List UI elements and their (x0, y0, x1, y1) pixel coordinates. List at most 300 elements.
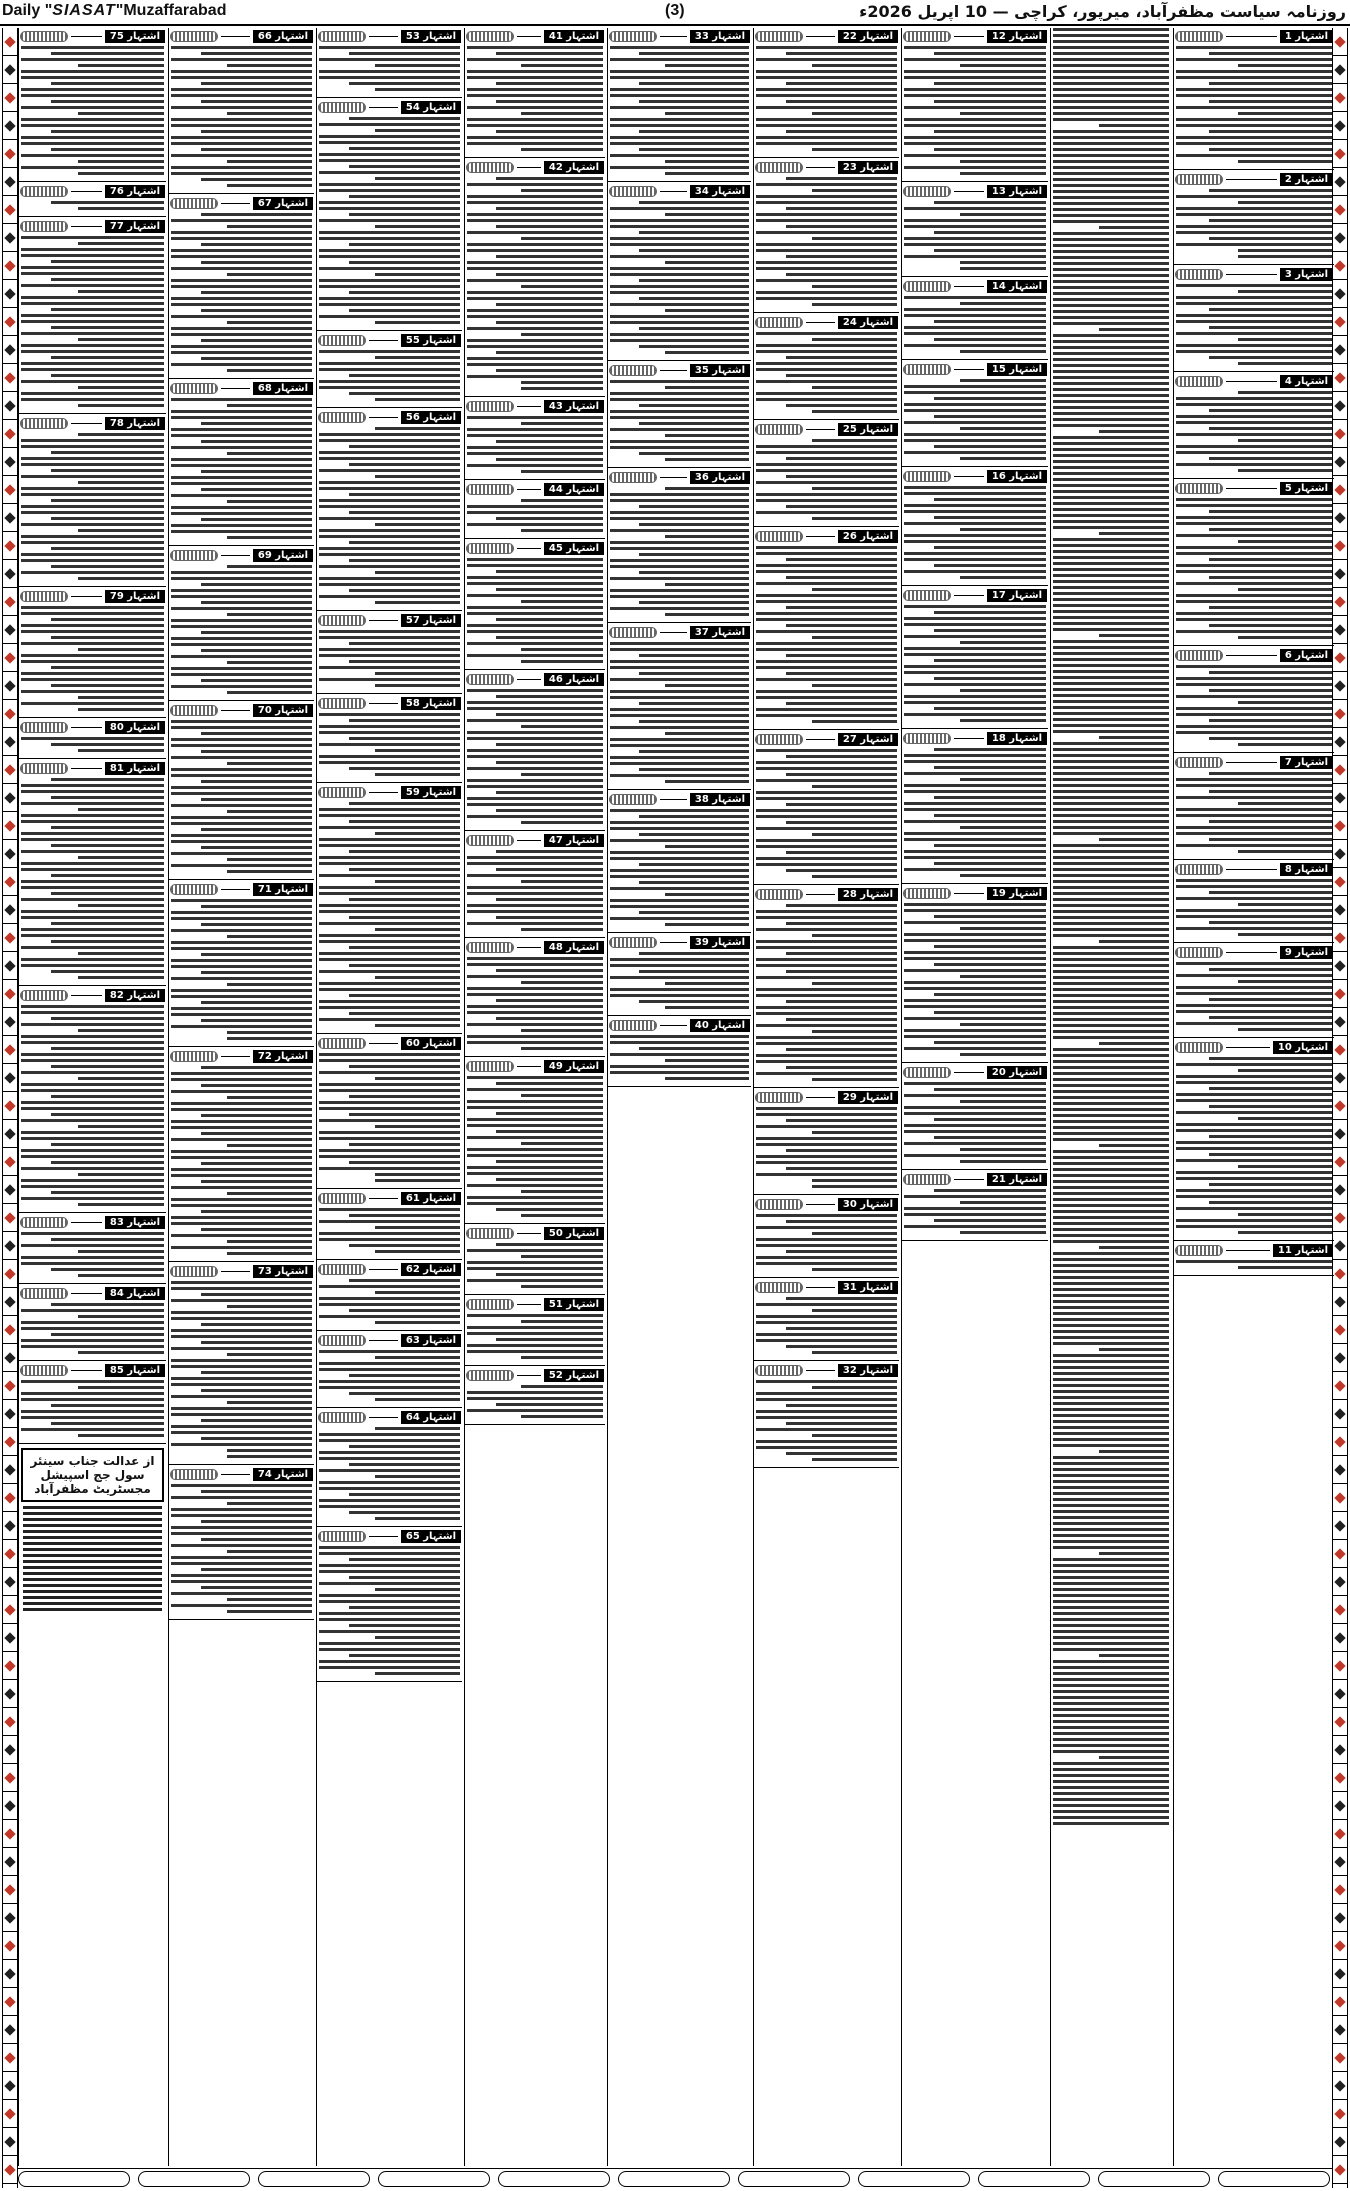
notice-rule (806, 167, 835, 168)
border-ornament (1333, 2072, 1347, 2100)
notice-column (18, 28, 166, 2166)
notice-body-text (608, 201, 751, 354)
notice-header (1175, 375, 1333, 388)
border-ornament (3, 644, 17, 672)
border-ornament (1333, 1372, 1347, 1400)
notice-body-text (754, 1107, 899, 1188)
notice-body-text (902, 46, 1048, 175)
notice-body-text (608, 380, 751, 461)
notice-rule (806, 1370, 835, 1371)
border-ornament (1333, 532, 1347, 560)
classified-notice (317, 1263, 462, 1331)
notice-number: اشتہار 60 (401, 1037, 461, 1050)
notice-number: اشتہار 2 (1280, 173, 1333, 186)
border-ornament (3, 952, 17, 980)
border-ornament (3, 392, 17, 420)
masthead-prefix: Daily " (2, 2, 53, 19)
notice-number: اشتہار 82 (105, 989, 165, 1002)
notice-rule (660, 370, 687, 371)
notice-header (318, 1334, 461, 1347)
classified-notice (169, 197, 314, 379)
border-ornament (1333, 448, 1347, 476)
border-ornament (3, 1764, 17, 1792)
notice-rule (806, 1097, 835, 1098)
notice-rule (954, 36, 984, 37)
classified-notice (902, 887, 1048, 1063)
notice-rule (517, 947, 541, 948)
notice-number: اشتہار 62 (401, 1263, 461, 1276)
notice-header (1175, 482, 1333, 495)
border-ornament (3, 364, 17, 392)
notice-rule (221, 889, 250, 890)
notice-number: اشتہار 55 (401, 334, 461, 347)
classified-notice (317, 1037, 462, 1189)
border-ornament (1333, 1652, 1347, 1680)
notice-body-text (169, 720, 314, 873)
notice-number: اشتہار 70 (253, 704, 313, 717)
notice-column (168, 28, 314, 2166)
classified-notice (465, 941, 605, 1057)
border-ornament (1333, 140, 1347, 168)
notice-header (1175, 756, 1333, 769)
notice-header (170, 197, 313, 210)
notice-number: اشتہار 56 (401, 411, 461, 424)
notice-rule (221, 1271, 250, 1272)
border-ornament (1333, 2016, 1347, 2044)
notice-number: اشتہار 15 (987, 363, 1047, 376)
border-ornament (1333, 168, 1347, 196)
border-ornament (1333, 1148, 1347, 1176)
classified-notice (1174, 946, 1334, 1038)
classified-notice (608, 185, 751, 361)
notice-header (318, 786, 461, 799)
notice-body-text (19, 1303, 166, 1354)
notice-header (903, 732, 1047, 745)
notice-header (609, 793, 750, 806)
notice-stamp-icon (1175, 757, 1223, 768)
notice-header (903, 1066, 1047, 1079)
notice-column (1173, 28, 1334, 2166)
notice-stamp-icon (318, 615, 366, 626)
notice-rule (954, 191, 984, 192)
notice-rule (806, 322, 835, 323)
notice-rule (1226, 1047, 1270, 1048)
notice-rule (660, 1025, 687, 1026)
notice-number: اشتہار 14 (987, 280, 1047, 293)
notice-body-text (902, 605, 1048, 722)
notice-body-text (317, 1546, 462, 1675)
notice-body-text (169, 1484, 314, 1613)
notice-stamp-icon (1175, 483, 1223, 494)
notice-body-text (465, 1243, 605, 1288)
notice-stamp-icon (20, 722, 68, 733)
border-ornament (3, 1204, 17, 1232)
border-ornament (3, 1484, 17, 1512)
notice-header (170, 1265, 313, 1278)
notice-rule (806, 1204, 835, 1205)
classified-notice (317, 697, 462, 783)
notice-rule (1226, 869, 1277, 870)
notice-rule (71, 596, 102, 597)
notice-header (318, 1263, 461, 1276)
notice-rule (221, 388, 250, 389)
notice-rule (660, 799, 687, 800)
notice-body-text (754, 332, 899, 413)
notice-stamp-icon (466, 401, 514, 412)
border-ornament (3, 1288, 17, 1316)
notice-stamp-icon (903, 364, 951, 375)
notice-body-text (902, 1189, 1048, 1234)
notice-body-text (902, 903, 1048, 1056)
border-ornament (1333, 1092, 1347, 1120)
notice-stamp-icon (318, 1264, 366, 1275)
border-ornament (1333, 1988, 1347, 2016)
notice-number: اشتہار 17 (987, 589, 1047, 602)
notice-header (318, 334, 461, 347)
border-ornament (1333, 980, 1347, 1008)
notice-number: اشتہار 52 (544, 1369, 604, 1382)
notice-stamp-icon (755, 317, 803, 328)
classified-notice (317, 786, 462, 1034)
classified-notice (465, 30, 605, 158)
border-ornament (3, 588, 17, 616)
notice-header (609, 471, 750, 484)
border-ornament (3, 1176, 17, 1204)
border-ornament (3, 756, 17, 784)
border-ornament (1333, 1120, 1347, 1148)
notice-body-text (902, 486, 1048, 579)
notice-number: اشتہار 28 (838, 888, 898, 901)
notice-number: اشتہار 47 (544, 834, 604, 847)
notice-rule (71, 768, 102, 769)
notice-header (170, 549, 313, 562)
notice-stamp-icon (318, 335, 366, 346)
notice-stamp-icon (170, 550, 218, 561)
notice-number: اشتہار 27 (838, 733, 898, 746)
classified-notice (1174, 863, 1334, 943)
notice-rule (806, 536, 835, 537)
notice-number: اشتہار 39 (690, 936, 750, 949)
notice-number: اشتہار 78 (105, 417, 165, 430)
notice-rule (806, 1287, 835, 1288)
classified-notice (465, 1369, 605, 1425)
notice-number: اشتہار 59 (401, 786, 461, 799)
classified-notice (608, 793, 751, 933)
notice-rule (221, 1474, 250, 1475)
border-ornament (1333, 2100, 1347, 2128)
notice-stamp-icon (1175, 174, 1223, 185)
notice-body-text (902, 1082, 1048, 1163)
classified-notice (465, 1298, 605, 1366)
notice-rule (221, 203, 250, 204)
notice-stamp-icon (20, 418, 68, 429)
notice-body-text (19, 433, 166, 580)
classified-notice (19, 30, 166, 182)
notice-body-text (465, 416, 605, 473)
border-ornament (1333, 1036, 1347, 1064)
notice-number: اشتہار 85 (105, 1364, 165, 1377)
classified-notice (169, 1050, 314, 1262)
border-ornament (3, 196, 17, 224)
notice-stamp-icon (466, 1061, 514, 1072)
notice-number: اشتہار 45 (544, 542, 604, 555)
border-ornament (3, 224, 17, 252)
border-ornament (1333, 56, 1347, 84)
notice-stamp-icon (755, 531, 803, 542)
notice-number: اشتہار 57 (401, 614, 461, 627)
notice-number: اشتہار 6 (1280, 649, 1333, 662)
classified-notice (608, 1019, 751, 1087)
masthead-urdu-title: روزنامہ سیاست مظفرآباد، میرپور، کراچی — 10 اپریل 2026ء (859, 2, 1346, 21)
border-ornament (3, 504, 17, 532)
notice-body-text (1174, 665, 1334, 746)
border-ornament (1333, 84, 1347, 112)
notice-rule (954, 595, 984, 596)
border-ornament (1333, 1316, 1347, 1344)
notice-header (609, 936, 750, 949)
border-ornament (1333, 1512, 1347, 1540)
notice-rule (71, 191, 102, 192)
notice-rule (369, 417, 398, 418)
notice-header (20, 590, 165, 603)
border-ornament (1333, 1624, 1347, 1652)
court-notice-body (19, 1506, 166, 1611)
notice-body-text (1174, 772, 1334, 853)
classified-notice (754, 1091, 899, 1195)
notice-number: اشتہار 31 (838, 1281, 898, 1294)
notice-body-text (754, 1297, 899, 1354)
notice-stamp-icon (755, 1092, 803, 1103)
notice-header (755, 1198, 898, 1211)
classified-notice (902, 1173, 1048, 1241)
notice-header (903, 589, 1047, 602)
notice-number: اشتہار 67 (253, 197, 313, 210)
notice-header (609, 185, 750, 198)
notice-rule (954, 286, 984, 287)
border-ornament (1333, 560, 1347, 588)
classified-notice (608, 30, 751, 182)
notice-body-text (465, 957, 605, 1050)
notice-rule (1226, 381, 1277, 382)
notice-number: اشتہار 21 (987, 1173, 1047, 1186)
border-ornament (1333, 224, 1347, 252)
classified-notice (19, 590, 166, 718)
classified-notice (465, 1060, 605, 1224)
notice-rule (660, 942, 687, 943)
notice-stamp-icon (466, 1299, 514, 1310)
notice-stamp-icon (903, 733, 951, 744)
band-ornament (858, 2171, 970, 2187)
notice-body-text (465, 177, 605, 390)
notice-body-text (317, 1427, 462, 1520)
notice-number: اشتہار 34 (690, 185, 750, 198)
notice-rule (517, 1066, 541, 1067)
classified-notice (754, 30, 899, 158)
notice-header (1175, 1041, 1333, 1054)
notice-number: اشتہار 63 (401, 1334, 461, 1347)
notice-number: اشتہار 25 (838, 423, 898, 436)
notice-number: اشتہار 81 (105, 762, 165, 775)
border-ornament (1333, 1456, 1347, 1484)
notice-body-text (169, 565, 314, 694)
notice-number: اشتہار 66 (253, 30, 313, 43)
notice-rule (517, 1304, 541, 1305)
classified-notice (754, 1364, 899, 1468)
notice-header (20, 721, 165, 734)
border-ornament (1333, 1344, 1347, 1372)
classified-notice (317, 1411, 462, 1527)
classified-notice (1174, 756, 1334, 860)
border-ornament (1333, 1820, 1347, 1848)
notice-number: اشتہار 22 (838, 30, 898, 43)
notice-body-text (169, 899, 314, 1040)
notice-header (903, 1173, 1047, 1186)
classified-notice (754, 888, 899, 1088)
border-ornament (3, 896, 17, 924)
border-ornament (1333, 1400, 1347, 1428)
border-ornament (1333, 1904, 1347, 1932)
classified-notice (608, 936, 751, 1016)
classified-notice (465, 483, 605, 539)
notice-body-text (169, 1066, 314, 1255)
border-ornament (3, 2156, 17, 2184)
notice-number: اشتہار 43 (544, 400, 604, 413)
notice-body-text (1174, 962, 1334, 1031)
border-ornament (1333, 1568, 1347, 1596)
classified-notice (169, 883, 314, 1047)
notice-rule (221, 555, 250, 556)
classified-notice (465, 542, 605, 670)
notice-header (755, 161, 898, 174)
notice-number: اشتہار 48 (544, 941, 604, 954)
border-ornament (3, 308, 17, 336)
notice-header (20, 1364, 165, 1377)
border-ornament (1333, 364, 1347, 392)
notice-rule (71, 727, 102, 728)
masthead-english-title (2, 2, 226, 20)
notice-header (903, 363, 1047, 376)
border-ornament (3, 2184, 17, 2188)
border-ornament (3, 1736, 17, 1764)
notice-rule (71, 1370, 102, 1371)
classified-notice (169, 549, 314, 701)
notice-rule (369, 107, 398, 108)
border-ornament (3, 1680, 17, 1708)
border-ornament (3, 252, 17, 280)
notice-stamp-icon (1175, 269, 1223, 280)
notice-stamp-icon (755, 162, 803, 173)
notice-body-text (754, 46, 899, 151)
classified-notice (317, 334, 462, 408)
notice-rule (517, 406, 541, 407)
border-ornament (3, 1652, 17, 1680)
border-ornament (3, 1792, 17, 1820)
notice-body-text (317, 427, 462, 604)
notice-stamp-icon (20, 1217, 68, 1228)
notice-number: اشتہار 51 (544, 1298, 604, 1311)
left-decorative-border (2, 28, 18, 2188)
notice-body-text (902, 748, 1048, 877)
notice-number: اشتہار 53 (401, 30, 461, 43)
border-ornament (1333, 252, 1347, 280)
notice-stamp-icon (20, 591, 68, 602)
notice-number: اشتہار 77 (105, 220, 165, 233)
notice-header (1175, 173, 1333, 186)
border-ornament (3, 1960, 17, 1988)
notice-stamp-icon (1175, 1042, 1223, 1053)
notice-header (609, 1019, 750, 1032)
border-ornament (3, 1372, 17, 1400)
band-ornament (18, 2171, 130, 2187)
border-ornament (3, 1512, 17, 1540)
notice-header (318, 30, 461, 43)
border-ornament (1333, 336, 1347, 364)
notice-rule (71, 36, 102, 37)
notice-number: اشتہار 41 (544, 30, 604, 43)
border-ornament (3, 2016, 17, 2044)
classified-notice (317, 101, 462, 331)
border-ornament (1333, 420, 1347, 448)
border-ornament (1333, 1064, 1347, 1092)
classified-notice (465, 400, 605, 480)
classified-notice (1174, 649, 1334, 753)
notice-stamp-icon (609, 627, 657, 638)
notice-stamp-icon (609, 1020, 657, 1031)
notice-header (20, 417, 165, 430)
border-ornament (3, 2072, 17, 2100)
border-ornament (3, 980, 17, 1008)
notice-header (170, 30, 313, 43)
notice-number: اشتہار 50 (544, 1227, 604, 1240)
notice-body-text (317, 1350, 462, 1401)
notice-body-text (169, 46, 314, 187)
notice-header (1175, 649, 1333, 662)
border-ornament (3, 420, 17, 448)
notice-body-text (608, 1035, 751, 1080)
border-ornament (3, 672, 17, 700)
notice-rule (954, 893, 984, 894)
notice-number: اشتہار 54 (401, 101, 461, 114)
border-ornament (1333, 1288, 1347, 1316)
border-ornament (3, 1232, 17, 1260)
notice-stamp-icon (609, 937, 657, 948)
notice-stamp-icon (1175, 947, 1223, 958)
border-ornament (1333, 1176, 1347, 1204)
classified-notice (19, 1287, 166, 1361)
notice-rule (71, 226, 102, 227)
notice-number: اشتہار 40 (690, 1019, 750, 1032)
border-ornament (3, 84, 17, 112)
notice-stamp-icon (170, 198, 218, 209)
border-ornament (1333, 2156, 1347, 2184)
border-ornament (3, 1008, 17, 1036)
border-ornament (3, 476, 17, 504)
notice-stamp-icon (466, 1370, 514, 1381)
notice-number: اشتہار 68 (253, 382, 313, 395)
border-ornament (1333, 196, 1347, 224)
notice-header (466, 1298, 604, 1311)
notice-header (318, 411, 461, 424)
notice-rule (369, 792, 398, 793)
notice-body-text (169, 213, 314, 372)
border-ornament (1333, 1008, 1347, 1036)
notice-stamp-icon (755, 1199, 803, 1210)
notice-body-text (169, 398, 314, 539)
notice-header (1175, 946, 1333, 959)
border-ornament (3, 840, 17, 868)
classified-notice (902, 363, 1048, 467)
notice-header (466, 834, 604, 847)
